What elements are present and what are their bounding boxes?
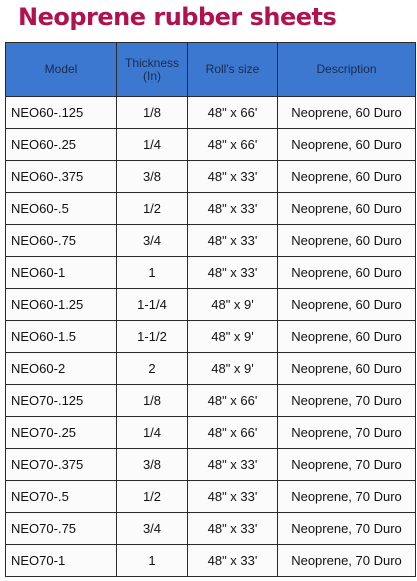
- cell-roll-size: 48" x 33': [188, 481, 278, 513]
- cell-description: Neoprene, 60 Duro: [278, 353, 416, 385]
- cell-model: NEO70-.375: [6, 449, 117, 481]
- table-row: [6, 97, 416, 129]
- table-header: [6, 43, 416, 97]
- cell-thickness: 1-1/4: [117, 289, 188, 321]
- table-row: [6, 417, 416, 449]
- cell-thickness: 1: [117, 257, 188, 289]
- table-row: [6, 481, 416, 513]
- cell-description: Neoprene, 70 Duro: [278, 385, 416, 417]
- cell-description: Neoprene, 60 Duro: [278, 97, 416, 129]
- header-model: Model: [6, 43, 117, 97]
- table-row: [6, 129, 416, 161]
- table-row: [6, 225, 416, 257]
- cell-roll-size: 48" x 9': [188, 289, 278, 321]
- cell-thickness: 3/4: [117, 225, 188, 257]
- cell-description: Neoprene, 70 Duro: [278, 449, 416, 481]
- cell-thickness: 1/2: [117, 193, 188, 225]
- cell-thickness: 2: [117, 353, 188, 385]
- table-row: [6, 449, 416, 481]
- cell-model: NEO60-.125: [6, 97, 117, 129]
- cell-thickness: 3/8: [117, 449, 188, 481]
- header-thickness-unit: (In): [143, 68, 161, 83]
- cell-roll-size: 48" x 9': [188, 321, 278, 353]
- table-row: [6, 161, 416, 193]
- cell-roll-size: 48" x 66': [188, 417, 278, 449]
- cell-thickness: 1/2: [117, 481, 188, 513]
- cell-roll-size: 48" x 33': [188, 225, 278, 257]
- page-title: Neoprene rubber sheets: [18, 3, 337, 31]
- product-table: [5, 42, 416, 577]
- cell-description: Neoprene, 60 Duro: [278, 321, 416, 353]
- cell-description: Neoprene, 70 Duro: [278, 481, 416, 513]
- cell-model: NEO60-.5: [6, 193, 117, 225]
- cell-description: Neoprene, 60 Duro: [278, 193, 416, 225]
- cell-roll-size: 48" x 33': [188, 449, 278, 481]
- cell-description: Neoprene, 60 Duro: [278, 289, 416, 321]
- cell-model: NEO60-.75: [6, 225, 117, 257]
- table-row: [6, 385, 416, 417]
- header-thickness: [117, 43, 188, 97]
- cell-thickness: 1/4: [117, 417, 188, 449]
- cell-description: Neoprene, 60 Duro: [278, 161, 416, 193]
- cell-thickness: 3/4: [117, 513, 188, 545]
- table-row: [6, 321, 416, 353]
- cell-thickness: 1: [117, 545, 188, 577]
- table-row: [6, 545, 416, 577]
- cell-model: NEO70-1: [6, 545, 117, 577]
- cell-thickness: 1/8: [117, 385, 188, 417]
- cell-model: NEO60-1.5: [6, 321, 117, 353]
- cell-model: NEO60-2: [6, 353, 117, 385]
- cell-thickness: 1/8: [117, 97, 188, 129]
- cell-model: NEO60-1.25: [6, 289, 117, 321]
- cell-roll-size: 48" x 33': [188, 161, 278, 193]
- cell-thickness: 3/8: [117, 161, 188, 193]
- cell-model: NEO70-.25: [6, 417, 117, 449]
- cell-roll-size: 48" x 66': [188, 129, 278, 161]
- cell-model: NEO60-.375: [6, 161, 117, 193]
- cell-roll-size: 48" x 33': [188, 193, 278, 225]
- cell-description: Neoprene, 60 Duro: [278, 225, 416, 257]
- cell-model: NEO70-.5: [6, 481, 117, 513]
- cell-description: Neoprene, 70 Duro: [278, 513, 416, 545]
- header-row: [6, 43, 416, 97]
- cell-thickness: 1/4: [117, 129, 188, 161]
- table-row: [6, 289, 416, 321]
- table-row: [6, 353, 416, 385]
- cell-description: Neoprene, 60 Duro: [278, 257, 416, 289]
- cell-description: Neoprene, 70 Duro: [278, 545, 416, 577]
- cell-model: NEO70-.75: [6, 513, 117, 545]
- table-body: [6, 97, 416, 577]
- cell-description: Neoprene, 60 Duro: [278, 129, 416, 161]
- cell-roll-size: 48" x 33': [188, 257, 278, 289]
- table-row: [6, 193, 416, 225]
- table-row: [6, 257, 416, 289]
- cell-model: NEO70-.125: [6, 385, 117, 417]
- cell-model: NEO60-1: [6, 257, 117, 289]
- cell-roll-size: 48" x 66': [188, 385, 278, 417]
- cell-roll-size: 48" x 33': [188, 545, 278, 577]
- cell-roll-size: 48" x 66': [188, 97, 278, 129]
- header-description: Description: [278, 43, 416, 97]
- cell-thickness: 1-1/2: [117, 321, 188, 353]
- cell-description: Neoprene, 70 Duro: [278, 417, 416, 449]
- table-row: [6, 513, 416, 545]
- header-roll-size: Roll's size: [188, 43, 278, 97]
- cell-roll-size: 48" x 33': [188, 513, 278, 545]
- header-thickness-label: Thickness: [124, 55, 180, 70]
- cell-roll-size: 48" x 9': [188, 353, 278, 385]
- cell-model: NEO60-.25: [6, 129, 117, 161]
